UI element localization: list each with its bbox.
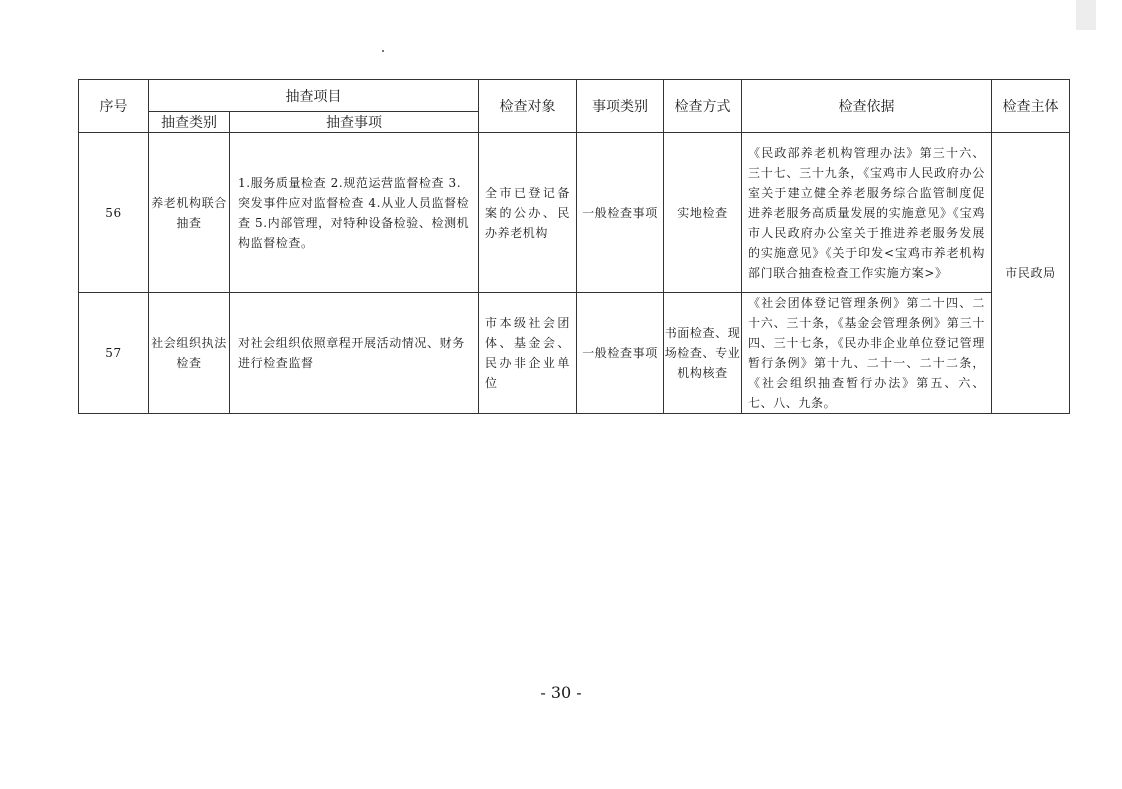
header-category: 抽查类别 [149,112,230,133]
row-basis: 《社会团体登记管理条例》第二十四、二十六、三十条，《基金会管理条例》第三十四、三十七条，《民办非企业单位登记管理暂行条例》第十九、二十一、二十二条，《社会组织抽查暂行办法》第五、六、七、八、九条。 [742,293,992,414]
scan-dot [382,50,384,52]
header-seq: 序号 [79,80,149,133]
row-method: 书面检查、现场检查、专业机构核查 [664,293,742,414]
header-authority: 检查主体 [992,80,1070,133]
row-authority: 市民政局 [992,133,1070,414]
header-basis: 检查依据 [742,80,992,133]
row-basis: 《民政部养老机构管理办法》第三十六、三十七、三十九条，《宝鸡市人民政府办公室关于建立健全养老服务综合监管制度促进养老服务高质量发展的实施意见》《宝鸡市人民政府办公室关于推进养老服务发展的实施意见》《关于印发<宝鸡市养老机构部门联合抽查检查工作实施方案>》 [742,133,992,293]
header-method: 检查方式 [664,80,742,133]
table-row [79,293,1070,414]
row-category: 养老机构联合抽查 [149,133,230,293]
inspection-table [78,79,1070,414]
row-seq: 56 [79,133,149,293]
row-type: 一般检查事项 [577,133,664,293]
scan-edge-mark [1076,0,1096,30]
header-target: 检查对象 [479,80,577,133]
row-seq: 57 [79,293,149,414]
page-number: - 30 - [540,683,582,702]
row-target: 全市已登记备案的公办、民办养老机构 [479,133,577,293]
header-type: 事项类别 [577,80,664,133]
row-type: 一般检查事项 [577,293,664,414]
row-method: 实地检查 [664,133,742,293]
header-item: 抽查事项 [230,112,479,133]
header-project-group: 抽查项目 [149,80,479,112]
row-item: 1.服务质量检查 2.规范运营监督检查 3.突发事件应对监督检查 4.从业人员监督检查 5.内部管理，对特种设备检验、检测机构监督检查。 [230,133,479,293]
row-target: 市本级社会团体、基金会、民办非企业单位 [479,293,577,414]
table-row [79,133,1070,293]
row-item: 对社会组织依照章程开展活动情况、财务进行检查监督 [230,293,479,414]
row-category: 社会组织执法检查 [149,293,230,414]
